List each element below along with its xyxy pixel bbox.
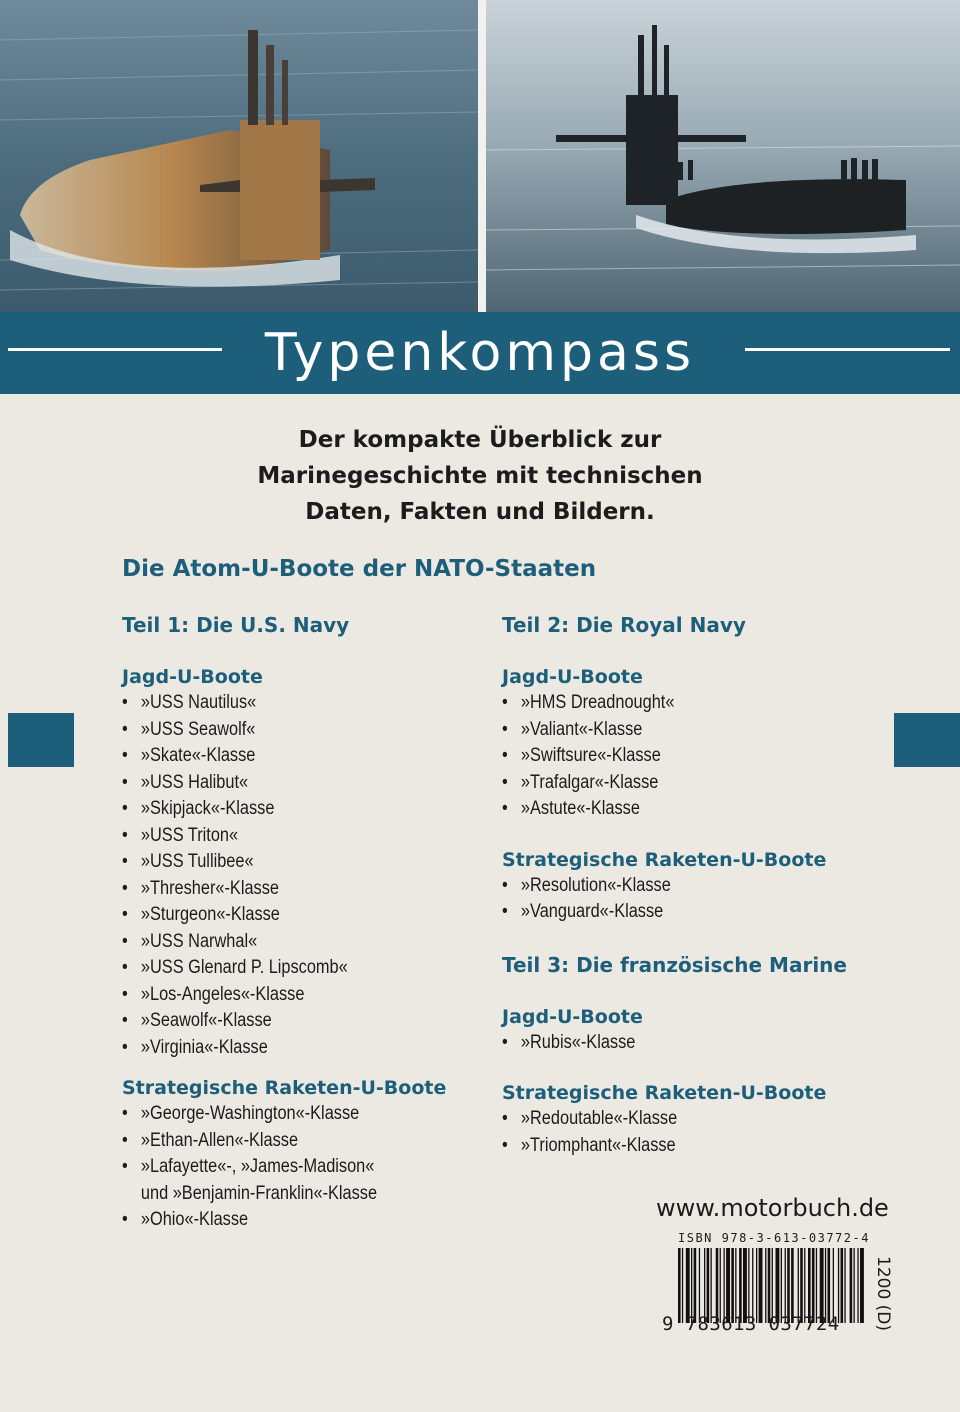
- barcode-bar: [724, 1248, 725, 1323]
- side-tab-left: [8, 713, 74, 767]
- list-item: • »Ohio«-Klasse: [122, 1207, 432, 1234]
- part1-hunter-list: [122, 690, 482, 1061]
- column-royal-french-navy: [502, 610, 882, 1159]
- column-us-navy: [122, 610, 482, 1234]
- barcode-bar: [833, 1248, 834, 1323]
- list-item: • »Skate«-Klasse: [122, 743, 432, 770]
- list-item: • »Astute«-Klasse: [502, 796, 829, 823]
- price-text: 1200 (D): [873, 1256, 893, 1332]
- part2-hunter-title: Jagd-U-Boote: [502, 666, 643, 688]
- barcode-bar: [765, 1248, 766, 1323]
- list-item: • »Thresher«-Klasse: [122, 876, 432, 903]
- barcode-bar: [739, 1248, 742, 1323]
- list-item: • »Virginia«-Klasse: [122, 1035, 432, 1062]
- barcode-bar: [804, 1248, 805, 1323]
- list-item: • »Skipjack«-Klasse: [122, 796, 432, 823]
- submarine-photo-left: [0, 0, 478, 312]
- barcode-bar: [756, 1248, 757, 1323]
- main-heading: Die Atom-U-Boote der NATO-Staaten: [122, 556, 597, 582]
- barcode-bar: [798, 1248, 799, 1323]
- list-item: • »Vanguard«-Klasse: [502, 899, 829, 926]
- barcode: [678, 1248, 864, 1323]
- isbn-label: ISBN 978-3-613-03772-4: [678, 1231, 870, 1245]
- barcode-bar: [800, 1248, 803, 1323]
- barcode-bar: [682, 1248, 683, 1323]
- barcode-bar: [748, 1248, 749, 1323]
- barcode-bar: [678, 1248, 681, 1323]
- list-item: • »Resolution«-Klasse: [502, 873, 829, 900]
- barcode-bar: [752, 1248, 753, 1323]
- tagline: [180, 422, 780, 530]
- barcode-bar: [691, 1248, 692, 1323]
- price-label: [873, 1256, 893, 1336]
- list-item: • »Redoutable«-Klasse: [502, 1106, 829, 1133]
- list-item-continuation: [122, 1181, 432, 1208]
- list-item: • »Lafayette«-, »James-Madison«: [122, 1154, 432, 1181]
- list-item: • »HMS Dreadnought«: [502, 690, 829, 717]
- list-item: • »Triomphant«-Klasse: [502, 1133, 829, 1160]
- list-item: • »George-Washington«-Klasse: [122, 1101, 432, 1128]
- part3-missile-list: [502, 1106, 882, 1159]
- barcode-bar: [759, 1248, 763, 1323]
- list-item: • »Ethan-Allen«-Klasse: [122, 1128, 432, 1155]
- list-item: • »USS Seawolf«: [122, 717, 432, 744]
- list-item: • »Valiant«-Klasse: [502, 717, 829, 744]
- barcode-bar: [808, 1248, 811, 1323]
- photo-divider: [478, 0, 486, 312]
- part3-hunter-title: Jagd-U-Boote: [502, 1005, 643, 1028]
- part3-missile-title: Strategische Raketen-U-Boote: [502, 1082, 827, 1104]
- barcode-bar: [704, 1248, 705, 1323]
- barcode-bar: [820, 1248, 824, 1323]
- barcode-bar: [841, 1248, 844, 1323]
- barcode-bar: [694, 1248, 697, 1323]
- barcode-bar: [772, 1248, 773, 1323]
- barcode-bar: [743, 1248, 747, 1323]
- part2-missile-list: [502, 873, 882, 926]
- barcode-bar: [686, 1248, 690, 1323]
- barcode-bar: [812, 1248, 815, 1323]
- tagline-line: Der kompakte Überblick zur: [298, 427, 662, 453]
- barcode-bar: [711, 1248, 712, 1323]
- barcode-bar: [776, 1248, 780, 1323]
- barcode-bar: [781, 1248, 782, 1323]
- series-title: Typenkompass: [264, 323, 696, 383]
- list-item: • »Los-Angeles«-Klasse: [122, 982, 432, 1009]
- list-item: • »USS Nautilus«: [122, 690, 432, 717]
- tagline-line: Marinegeschichte mit technischen: [257, 463, 703, 489]
- part1-hunter-title: Jagd-U-Boote: [122, 666, 263, 688]
- part2-title: Teil 2: Die Royal Navy: [502, 613, 746, 637]
- barcode-bar: [825, 1248, 826, 1323]
- submarine-photo-right: [486, 0, 960, 312]
- barcode-bar: [828, 1248, 831, 1323]
- barcode-bar: [791, 1248, 794, 1323]
- barcode-bar: [857, 1248, 858, 1323]
- barcode-bar: [854, 1248, 855, 1323]
- list-item: • »USS Tullibee«: [122, 849, 432, 876]
- part1-missile-title: Strategische Raketen-U-Boote: [122, 1077, 447, 1099]
- barcode-digits: 9 783613 037724: [662, 1313, 840, 1335]
- continuation-text: und »Benjamin-Franklin«-Klasse: [140, 1182, 378, 1204]
- list-item: • »USS Halibut«: [122, 770, 432, 797]
- barcode-bar: [716, 1248, 719, 1323]
- barcode-bar: [838, 1248, 839, 1323]
- barcode-bar: [844, 1248, 845, 1323]
- tagline-line: Daten, Fakten und Bildern.: [305, 499, 655, 525]
- barcode-bar: [785, 1248, 786, 1323]
- barcode-bar: [720, 1248, 721, 1323]
- list-item: • »Trafalgar«-Klasse: [502, 770, 829, 797]
- side-tab-right: [894, 713, 960, 767]
- barcode-bar: [850, 1248, 853, 1323]
- barcode-bar: [707, 1248, 710, 1323]
- list-item: • »Swiftsure«-Klasse: [502, 743, 829, 770]
- barcode-bar: [735, 1248, 736, 1323]
- part1-title: Teil 1: Die U.S. Navy: [122, 613, 350, 637]
- list-item: • »USS Glenard P. Lipscomb«: [122, 955, 432, 982]
- list-item: • »USS Triton«: [122, 823, 432, 850]
- barcode-bar: [768, 1248, 771, 1323]
- barcode-bar: [860, 1248, 864, 1323]
- list-item: • »Sturgeon«-Klasse: [122, 902, 432, 929]
- barcode-bar: [816, 1248, 817, 1323]
- barcode-bar: [726, 1248, 730, 1323]
- part3-hunter-list: [502, 1030, 882, 1057]
- list-item: • »USS Narwhal«: [122, 929, 432, 956]
- barcode-bar: [787, 1248, 790, 1323]
- barcode-bar: [731, 1248, 734, 1323]
- part2-missile-title: Strategische Raketen-U-Boote: [502, 848, 827, 871]
- list-item: • »Seawolf«-Klasse: [122, 1008, 432, 1035]
- part1-missile-list: [122, 1101, 482, 1234]
- part2-hunter-list: [502, 690, 882, 823]
- barcode-bar: [699, 1248, 700, 1323]
- part3-title: Teil 3: Die französische Marine: [502, 952, 847, 977]
- publisher-url: www.motorbuch.de: [656, 1194, 889, 1222]
- list-item: • »Rubis«-Klasse: [502, 1030, 829, 1057]
